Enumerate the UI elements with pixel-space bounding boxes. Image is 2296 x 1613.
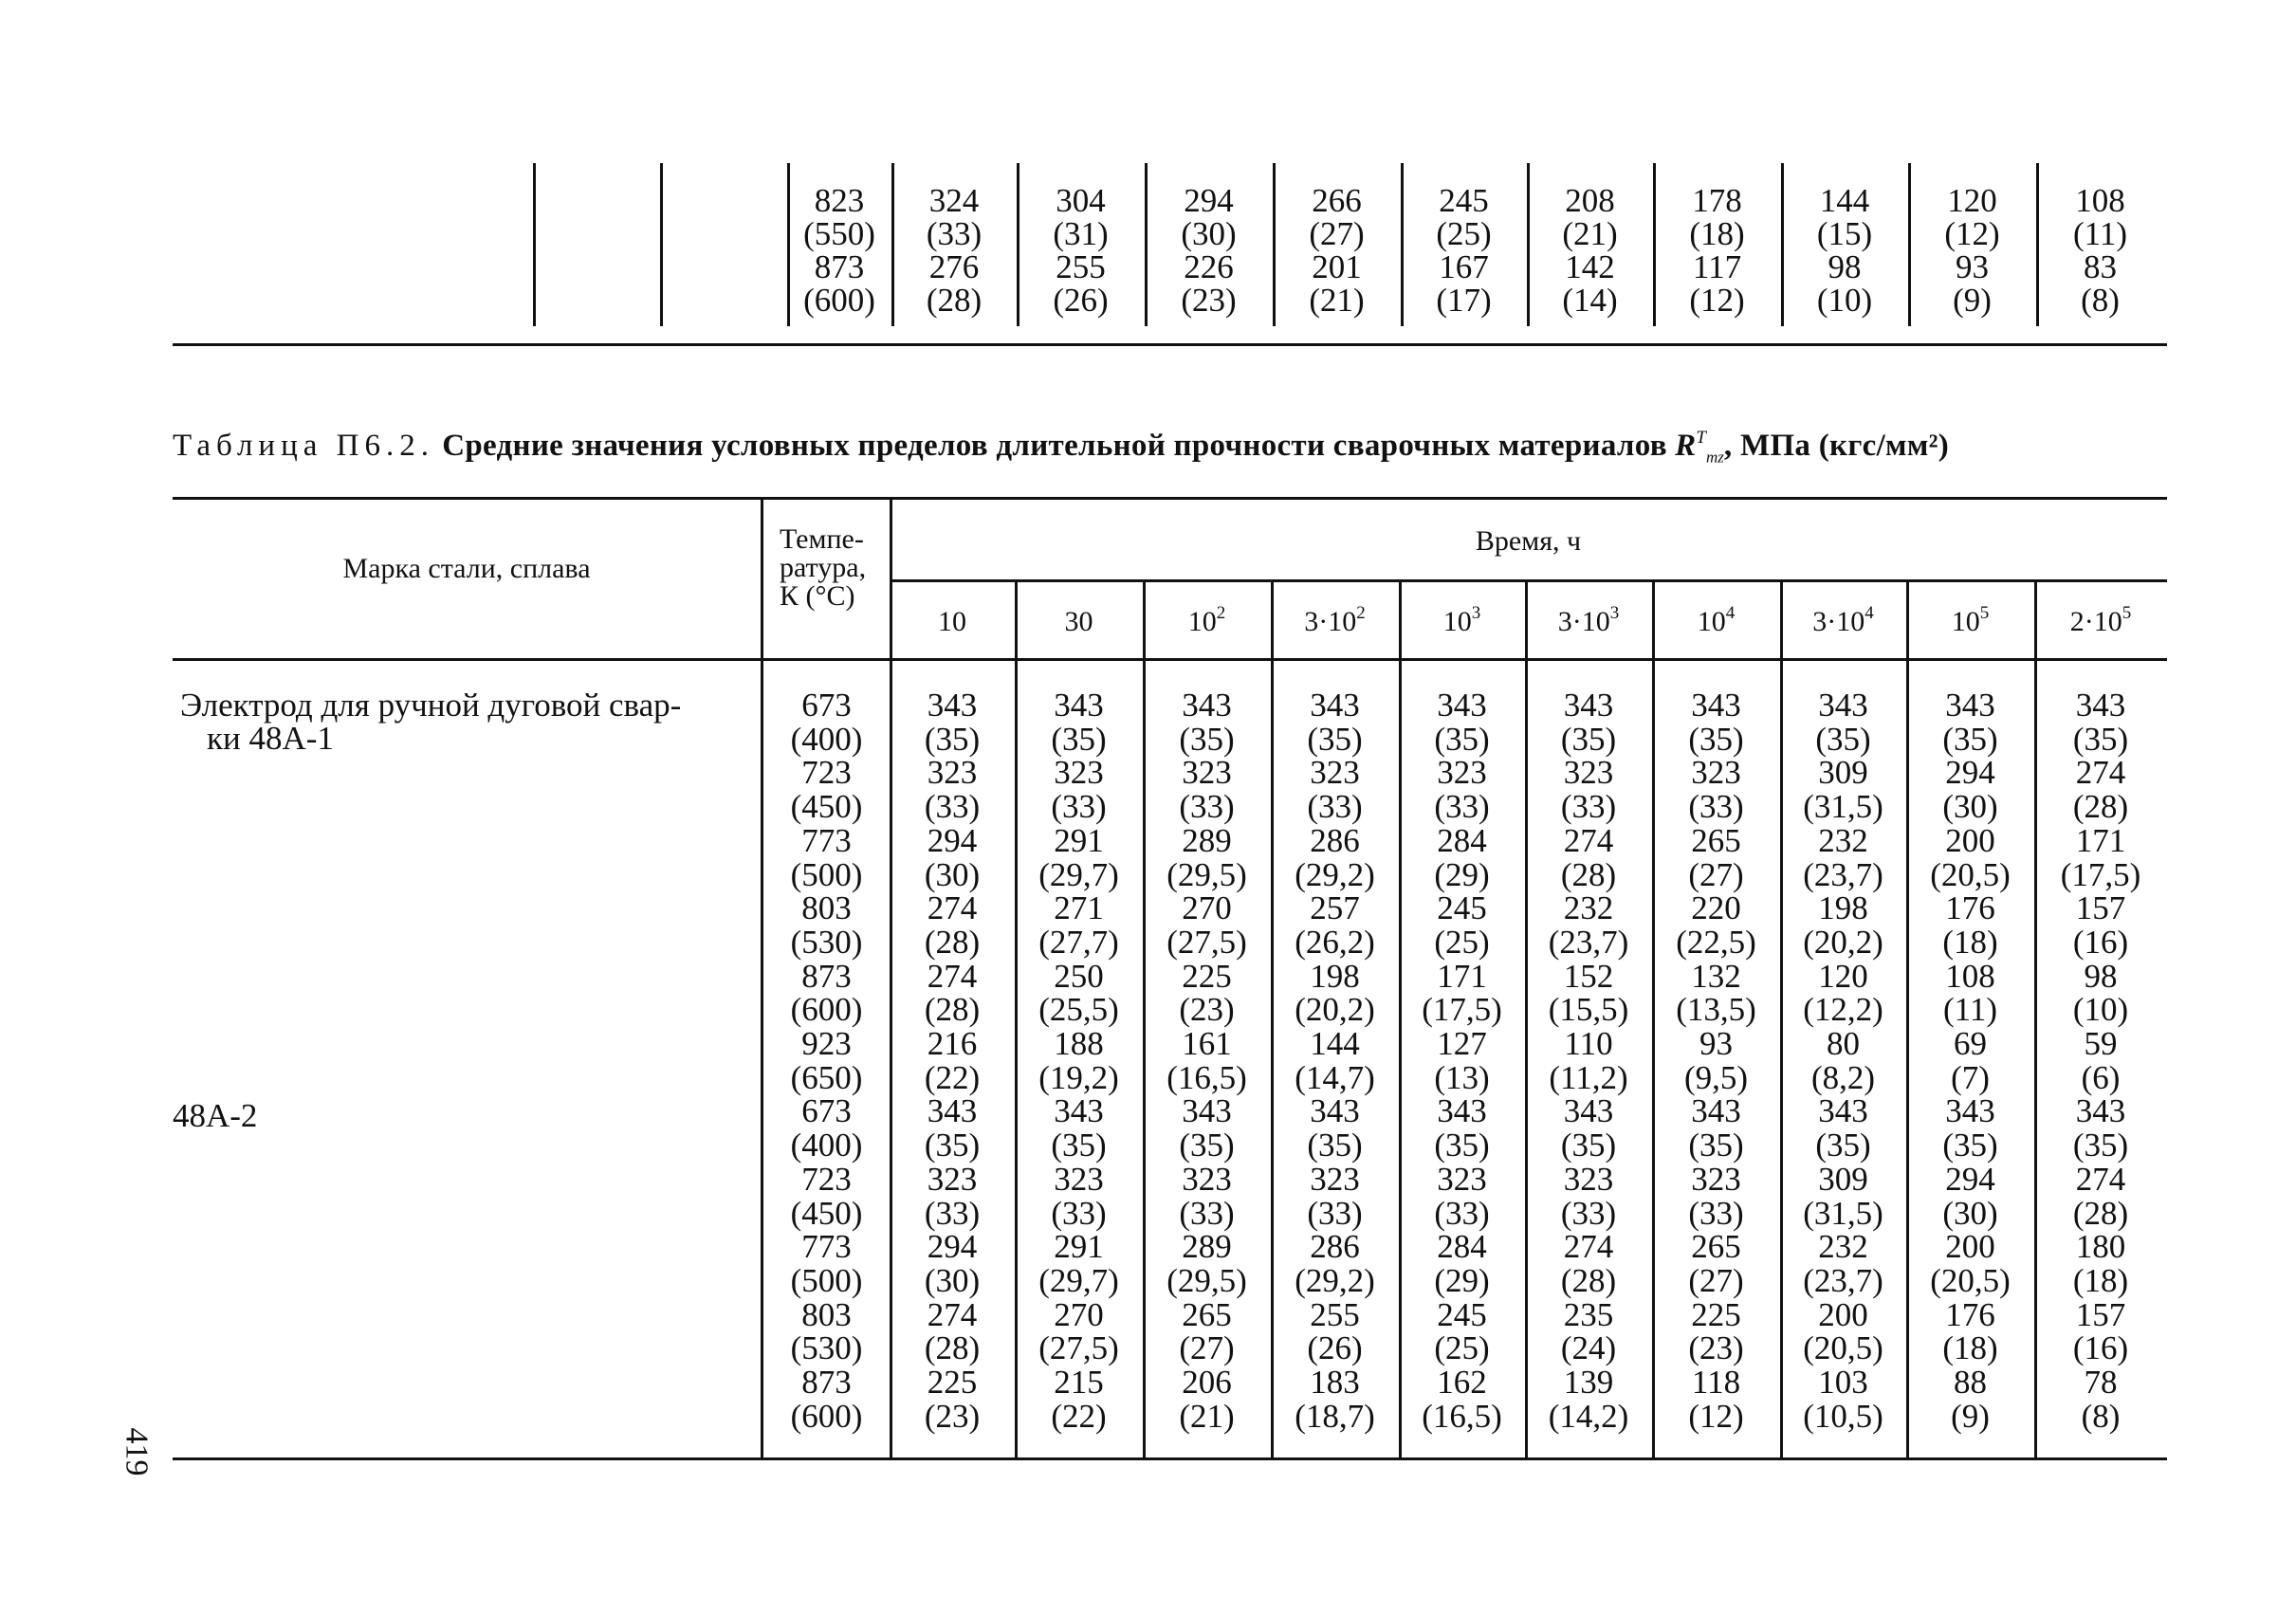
value-cell: 108 (11) 83 (8) — [2072, 182, 2127, 319]
value-column: 343 (35) 274 (28) 171 (17,5) 157 (16) 98 (10) 59 (6) 343 (35) 274 (28) 180 (18) 157 (16) 78 (8) — [2060, 687, 2141, 1435]
temperature-column: 673 (400) 723 (450) 773 (500) 803 (530) 873 (600) 923 (650) 673 (400) 723 (450) 773 (500) 803 (530) 873 (600) — [790, 687, 863, 1435]
grade-48a-2: 48А-2 — [173, 1097, 258, 1134]
header-temperature-line: ратура, — [780, 552, 867, 583]
column-divider — [533, 163, 536, 326]
value-cell: 324 (33) 276 (28) — [926, 182, 983, 319]
time-column-header: $10^5$ — [1951, 603, 1990, 637]
value-column: 343 (35) 309 (31,5) 232 (23,7) 198 (20,2) 120 (12,2) 80 (8,2) 343 (35) 309 (31,5) 232 (23,7) 200 (20,5) 103 (10,5) — [1803, 687, 1883, 1435]
table-bottom-rule — [173, 1457, 2167, 1460]
header-grade: Марка стали, сплава — [342, 553, 591, 584]
header-time: Время, ч — [1475, 525, 1582, 557]
page-number: 419 — [119, 1427, 155, 1476]
header-temperature-line: К (°С) — [780, 580, 855, 612]
time-column-header: $3\cdot 10^2$ — [1304, 603, 1366, 637]
value-cell: 294 (30) 226 (23) — [1181, 182, 1237, 319]
time-column-header: 10 — [938, 606, 966, 637]
value-column: 343 (35) 323 (33) 265 (27) 220 (22,5) 132 (13,5) 93 (9,5) 343 (35) 323 (33) 265 (27) 225 (23) 118 (12) — [1676, 687, 1756, 1435]
value-cell: 266 (27) 201 (21) — [1309, 182, 1365, 319]
time-column-header: $10^2$ — [1187, 603, 1226, 637]
time-column-header: $3\cdot 10^4$ — [1812, 603, 1874, 637]
table-bottom-rule — [173, 343, 2167, 346]
time-subheader-rule — [890, 579, 2167, 582]
grade-name-line: Электрод для ручной дуговой свар- — [180, 687, 682, 724]
value-column: 343 (35) 323 (33) 289 (29,5) 270 (27,5) 225 (23) 161 (16,5) 343 (35) 323 (33) 289 (29,5) 265 (27) 206 (21) — [1166, 687, 1247, 1435]
value-cell: 208 (21) 142 (14) — [1562, 182, 1618, 319]
value-cell: 178 (18) 117 (12) — [1689, 182, 1745, 319]
header-temperature-line: Темпе- — [780, 523, 864, 555]
time-column-header: $3\cdot 10^3$ — [1557, 603, 1620, 637]
table-top-rule — [173, 497, 2167, 500]
caption-text: Средние значения условных пределов длительной прочности сварочных материалов — [442, 429, 1667, 463]
value-column: 343 (35) 323 (33) 286 (29,2) 257 (26,2) 198 (20,2) 144 (14,7) 343 (35) 323 (33) 286 (29,2) 255 (26) 183 (18,7) — [1295, 687, 1375, 1435]
caption-superscript: T — [1696, 428, 1706, 448]
temperature-cell: 823 (550) 873 (600) — [803, 182, 875, 319]
time-column-header: $10^3$ — [1442, 603, 1481, 637]
header-bottom-rule — [173, 658, 2167, 661]
grade-name-line: ки 48А-1 — [207, 720, 334, 757]
value-column: 343 (35) 323 (33) 294 (30) 274 (28) 274 (28) 216 (22) 343 (35) 323 (33) 294 (30) 274 (28) 225 (23) — [924, 687, 981, 1435]
value-column: 343 (35) 323 (33) 274 (28) 232 (23,7) 152 (15,5) 110 (11,2) 343 (35) 323 (33) 274 (28) 235 (24) 139 (14,2) — [1548, 687, 1629, 1435]
header-temperature — [780, 525, 866, 611]
time-column-header: $10^4$ — [1697, 603, 1736, 637]
table-caption — [173, 428, 1950, 467]
value-cell: 120 (12) 93 (9) — [1944, 182, 2000, 319]
value-column: 343 (35) 323 (33) 291 (29,7) 271 (27,7) 250 (25,5) 188 (19,2) 343 (35) 323 (33) 291 (29,7) 270 (27,5) 215 (22) — [1038, 687, 1119, 1435]
caption-subscript: mz — [1705, 448, 1724, 467]
grade-48a-1 — [180, 688, 681, 755]
value-cell: 144 (15) 98 (10) — [1816, 182, 1873, 319]
time-column-header: 30 — [1064, 606, 1093, 637]
caption-units: , МПа (кгс/мм²) — [1723, 429, 1950, 463]
column-divider — [660, 163, 663, 326]
time-column-header: $2\cdot 10^5$ — [2069, 603, 2132, 637]
value-cell: 245 (25) 167 (17) — [1436, 182, 1492, 319]
value-column: 343 (35) 323 (33) 284 (29) 245 (25) 171 (17,5) 127 (13) 343 (35) 323 (33) 284 (29) 245 (25) 162 (16,5) — [1422, 687, 1502, 1435]
value-cell: 304 (31) 255 (26) — [1053, 182, 1109, 319]
caption-symbol: R — [1675, 429, 1697, 463]
value-column: 343 (35) 294 (30) 200 (20,5) 176 (18) 108 (11) 69 (7) 343 (35) 294 (30) 200 (20,5) 176 (18) 88 (9) — [1930, 687, 2011, 1435]
caption-label: Таблица П6.2. — [173, 429, 434, 463]
